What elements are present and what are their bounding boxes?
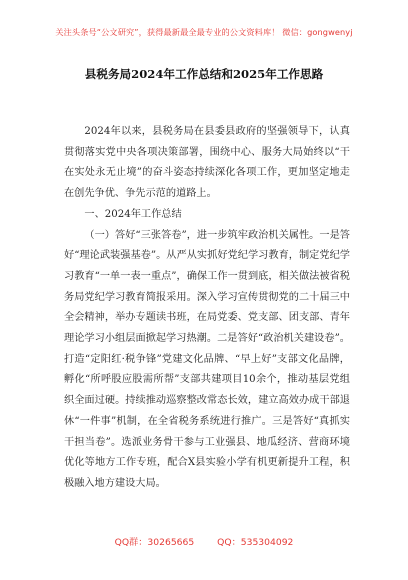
document-title: 县税务局2024年工作总结和2025年工作思路 [84,67,324,81]
footer-contact [0,534,408,548]
document-body [64,122,350,495]
paragraph-intro: 2024年以来，县税务局在县委县政府的坚强领导下，认真贯彻落实党中央各项决策部署，围绕中心、服务大局始终以“干在实处永无止境”的奋斗姿态持续深化各项工作，更加坚定地走在创先争优、争先示范的道路上。 [64,126,350,200]
section-heading: 一、2024年工作总结 [84,208,182,220]
qq-contact-link[interactable]: QQ：535304092 [217,537,294,548]
qq-group-link[interactable]: QQ群：30265665 [114,537,195,548]
paragraph-section-1: （一）答好“三张答卷”，进一步筑牢政治机关属性。一是答好“理论武装强基卷”。从严从实抓好党纪学习教育，制定党纪学习教育“一单一表一重点”，确保工作一贯到底，相关做法被省税务局党纪学习教育简报采用。深入学习宣传贯彻党的二十届三中全会精神，举办专题读书班，在局党委、党支部、团支部、青年理论学习小组层面掀起学习热潮。二是答好“政治机关建设卷”。打造“定阳红·税争锋”党建文化品牌、“早上好”支部文化品牌，孵化“所呼股应股需所帮”支部共建项目10余个，推动基层党组织全面过硬。持续推动巡察整改常态长效，建立高效办成干部退休“一件事”机制，在全省税务系统进行推广。三是答好“真抓实干担当卷”。选派业务骨干参与工业强县、地瓜经济、营商环境优化等地方工作专班，配合X县实验小学有机更新提升工程，积极融入地方建设大局。 [64,229,350,489]
header-banner: 关注头条号“公文研究”，获得最新最全最专业的公文资料库！ 微信：gongwenyj [55,27,353,37]
